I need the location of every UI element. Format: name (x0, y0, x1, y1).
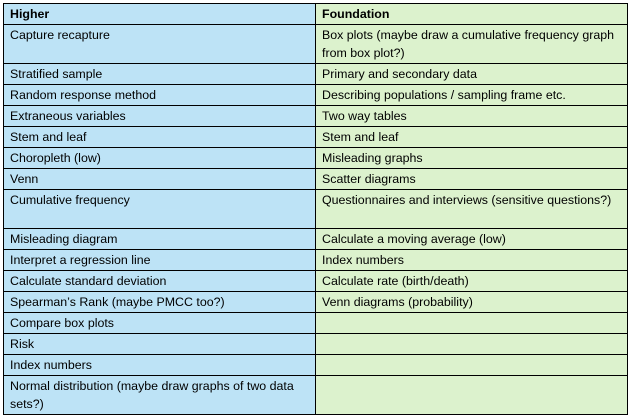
higher-cell: Extraneous variables (4, 106, 316, 127)
table-row (4, 148, 628, 169)
higher-cell: Risk (4, 334, 316, 355)
higher-cell: Stratified sample (4, 64, 316, 85)
table-row (4, 355, 628, 376)
foundation-cell: Calculate rate (birth/death) (316, 271, 628, 292)
table-row (4, 127, 628, 148)
higher-cell: Compare box plots (4, 313, 316, 334)
higher-cell: Cumulative frequency (4, 190, 316, 229)
table-row (4, 271, 628, 292)
table-row (4, 313, 628, 334)
foundation-cell: Scatter diagrams (316, 169, 628, 190)
table-row (4, 169, 628, 190)
foundation-column-header: Foundation (316, 4, 628, 25)
table-row (4, 376, 628, 415)
table-row (4, 292, 628, 313)
higher-cell: Random response method (4, 85, 316, 106)
foundation-cell: Venn diagrams (probability) (316, 292, 628, 313)
higher-cell: Misleading diagram (4, 229, 316, 250)
higher-cell: Normal distribution (maybe draw graphs of two data sets?) (4, 376, 316, 415)
foundation-cell (316, 334, 628, 355)
table-row (4, 250, 628, 271)
foundation-cell: Two way tables (316, 106, 628, 127)
higher-cell: Stem and leaf (4, 127, 316, 148)
table-row (4, 229, 628, 250)
topics-table-container (3, 3, 627, 415)
higher-column-header: Higher (4, 4, 316, 25)
higher-cell: Index numbers (4, 355, 316, 376)
table-row (4, 25, 628, 64)
topics-table (3, 3, 628, 415)
foundation-cell: Calculate a moving average (low) (316, 229, 628, 250)
table-header-row (4, 4, 628, 25)
foundation-cell: Describing populations / sampling frame etc. (316, 85, 628, 106)
foundation-cell: Questionnaires and interviews (sensitive questions?) (316, 190, 628, 229)
higher-cell: Spearman’s Rank (maybe PMCC too?) (4, 292, 316, 313)
foundation-cell (316, 313, 628, 334)
higher-cell: Capture recapture (4, 25, 316, 64)
higher-cell: Venn (4, 169, 316, 190)
higher-cell: Choropleth (low) (4, 148, 316, 169)
foundation-cell: Stem and leaf (316, 127, 628, 148)
foundation-cell: Box plots (maybe draw a cumulative frequency graph from box plot?) (316, 25, 628, 64)
foundation-cell (316, 355, 628, 376)
table-row (4, 64, 628, 85)
foundation-cell: Index numbers (316, 250, 628, 271)
table-row (4, 190, 628, 229)
foundation-cell (316, 376, 628, 415)
table-row (4, 106, 628, 127)
table-row (4, 85, 628, 106)
higher-cell: Interpret a regression line (4, 250, 316, 271)
foundation-cell: Misleading graphs (316, 148, 628, 169)
foundation-cell: Primary and secondary data (316, 64, 628, 85)
table-row (4, 334, 628, 355)
higher-cell: Calculate standard deviation (4, 271, 316, 292)
